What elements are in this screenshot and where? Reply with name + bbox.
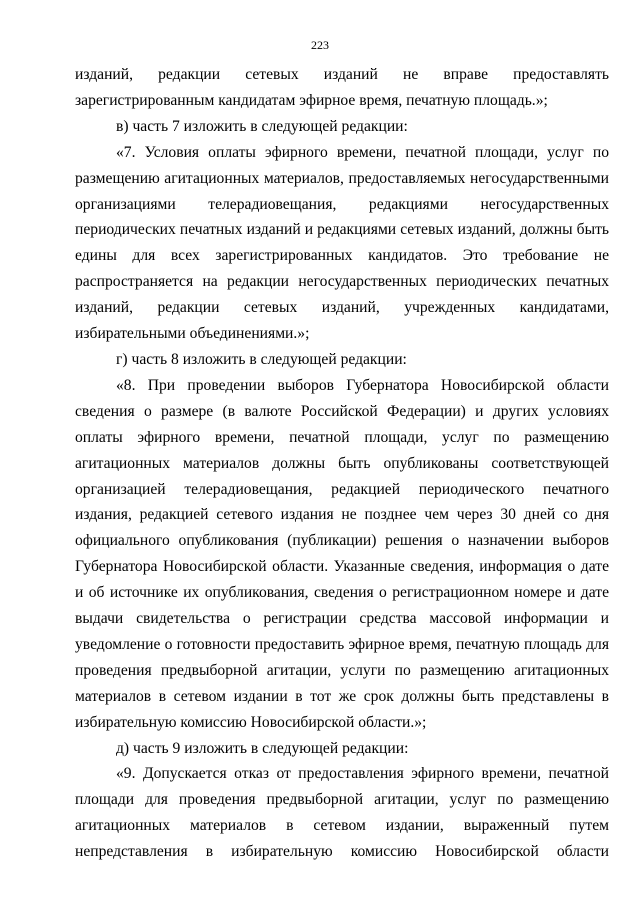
paragraph-part-9: «9. Допускается отказ от предоставления эфирного времени, печатной площади для проведения предвыборной агитации, услуг по размещению агитационных материалов в сетевом издании, выраженный путем непредставления в избирательную комиссию Новосибирской области bbox=[75, 765, 609, 861]
paragraph-continuation: изданий, редакции сетевых изданий не вправе предоставлять зарегистрированным кандидатам эфирное время, печатную площадь.»; bbox=[75, 66, 609, 109]
paragraph-item-v: в) часть 7 изложить в следующей редакции: bbox=[116, 117, 408, 135]
paragraph-part-8: «8. При проведении выборов Губернатора Новосибирской области сведения о размере (в валюте Российской Федерации) и других условиях оплаты эфирного времени, печатной площади, услуг по размещению агитационных материалов должны быть опубликованы соответствующей организацией телерадиовещания, редакцией периодического печатного издания, редакцией сетевого издания не позднее чем через 30 дней со дня официального опубликования (публикации) решения о назначении выборов Губернатора Новосибирской области. Указанные сведения, информация о дате и об источнике их опубликования, сведения о регистрационном номере и дате выдачи свидетельства о регистрации средства массовой информации и уведомление о готовности предоставить эфирное время, печатную площадь для проведения предвыборной агитации, услуги по размещению агитационных материалов в сетевом издании в тот же срок должны быть представлены в избирательную комиссию Новосибирской области.»; bbox=[75, 376, 609, 731]
document-body bbox=[75, 62, 609, 865]
paragraph-item-g: г) часть 8 изложить в следующей редакции: bbox=[116, 350, 407, 368]
paragraph-item-d: д) часть 9 изложить в следующей редакции: bbox=[116, 739, 409, 757]
page-number: 223 bbox=[311, 38, 329, 52]
paragraph-part-7: «7. Условия оплаты эфирного времени, печатной площади, услуг по размещению агитационных материалов, предоставляемых негосударственными организациями телерадиовещания, редакциями негосударственных периодических печатных изданий и редакциями сетевых изданий, должны быть едины для всех зарегистрированных кандидатов. Это требование не распространяется на редакции негосударственных периодических печатных изданий, редакции сетевых изданий, учрежденных кандидатами, избирательными объединениями.»; bbox=[75, 143, 609, 343]
